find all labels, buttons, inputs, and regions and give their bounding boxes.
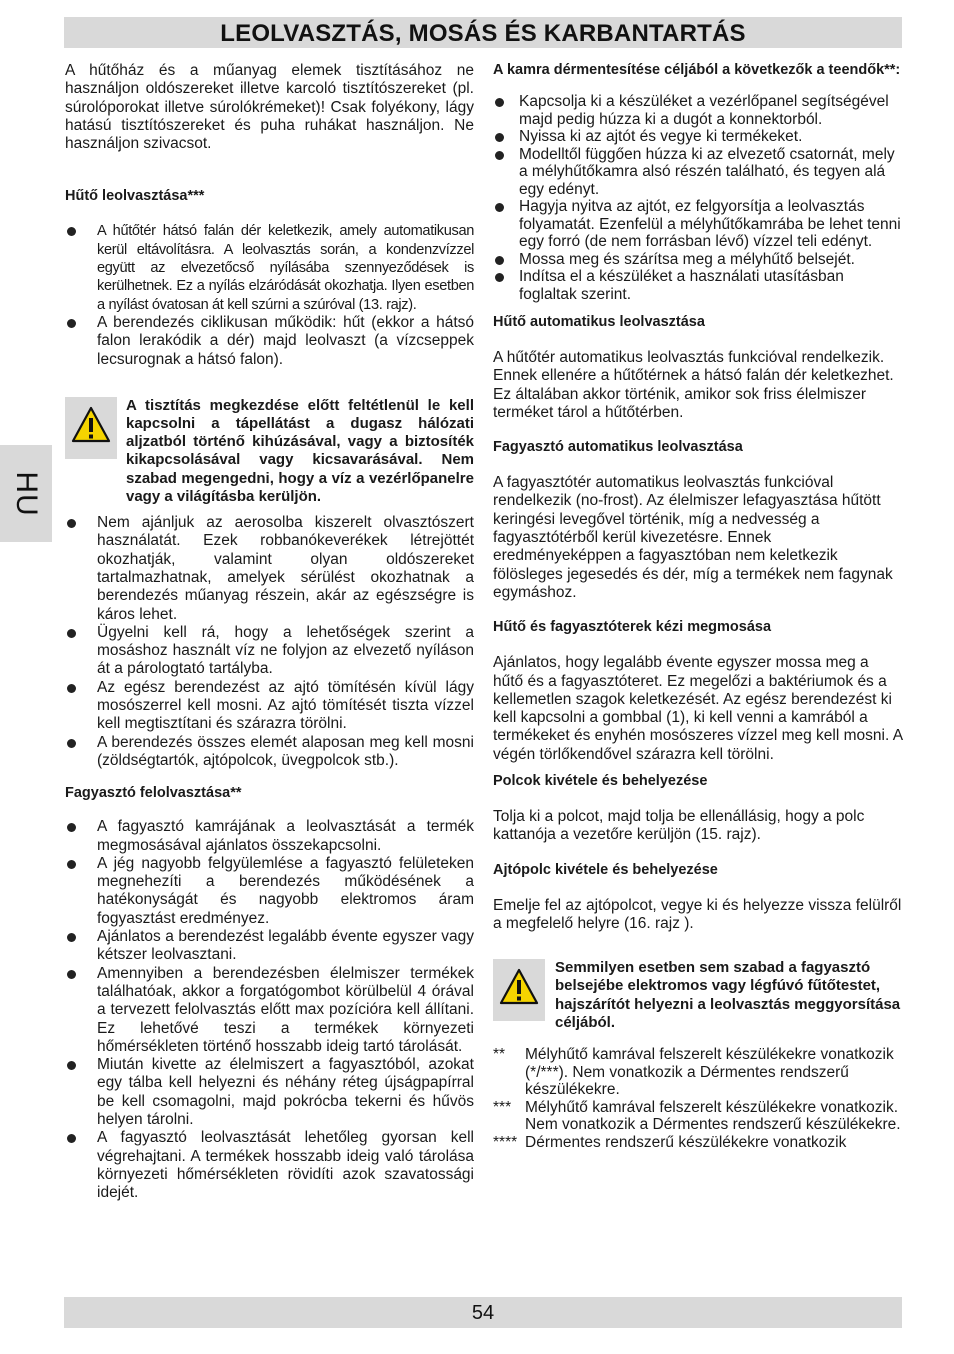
fridge-auto-defrost-text: A hűtőtér automatikus leolvasztás funkcióval rendelkezik. Ennek ellenére a hűtőtérnek a hátsó falán dér keletkezhet. Ez általában akkor történik, amikor sok friss élelmiszer terméket tárol a hűtőtérben.: [493, 349, 894, 421]
bullet-dot-icon: [495, 133, 504, 142]
cleaning-list: [65, 514, 474, 770]
list-item: Nem ajánljuk az aerosolba kiszerelt olvasztószert használatát. Ezek robbanókeverékek létrejöttét okozhatják, valamint olyan oldószereket tartalmazhatnak, amelyek sérülést okozhatnak a berendezés műanyag részein, akár az egészségre is káros lehet.: [65, 514, 474, 624]
list-item: Indítsa el a készüléket a használati utasításban foglaltak szerint.: [493, 268, 903, 303]
bullet-dot-icon: [495, 98, 504, 107]
door-shelf-text: Emelje fel az ajtópolcot, vegye ki és helyezze vissza felülről a megfelelő helyre (16. rajz ).: [493, 896, 902, 932]
fridge-auto-defrost-heading: Hűtő automatikus leolvasztása: [493, 314, 705, 330]
door-shelf-heading: Ajtópolc kivétele és behelyezése: [493, 861, 718, 878]
warning-icon-box: [65, 397, 117, 459]
footnote-marker: ***: [493, 1098, 512, 1116]
list-item: Kapcsolja ki a készüléket a vezérlőpanel segítségével majd pedig húzza ki a dugót a konnektorból.: [493, 93, 903, 128]
warning-block: [65, 397, 474, 506]
bullet-dot-icon: [67, 1061, 76, 1070]
freezer-defrost-list: [65, 818, 474, 1202]
footnote: **** Dérmentes rendszerű készülékekre vonatkozik: [493, 1133, 847, 1151]
right-column: [493, 62, 903, 1151]
footnote-marker: ****: [493, 1133, 518, 1151]
footer-bar: [64, 1297, 902, 1328]
footnote: *** Mélyhűtő kamrával felszerelt készülékekre vonatkozik. Nem vonatkozik a Dérmentes rendszerű készülékekre.: [493, 1098, 901, 1134]
list-item: A hűtőtér hátsó falán dér keletkezik, amely automatikusan kerül eltávolításra. A leolvasztás során, a kondenzvízzel együtt az elvezetőcső nyílásába szennyeződések is kerülhetnek. Ez a nyílás elzáródását okozhatja. Ilyen esetben a nyílást óvatosan át kell szúrni a szúróval (13. rajz).: [65, 222, 474, 313]
freezer-auto-defrost-heading: Fagyasztó automatikus leolvasztása: [493, 439, 743, 456]
fridge-defrost-list: [65, 222, 474, 368]
list-item: Ajánlatos a berendezést legalább évente egyszer vagy kétszer leolvasztani.: [65, 928, 474, 965]
header-bar: [64, 17, 902, 48]
list-item: Amennyiben a berendezésben élelmiszer termékek találhatóak, akkor a forgatógombot körülbelül 4 órával a tervezett felolvasztás előtt max pozícióra kell állítani. Ez lehetővé teszi a termékek környezeti hőmérsékleten történő hosszabb ideig tartó tárolását.: [65, 965, 474, 1056]
freezer-defrost-heading: Fagyasztó felolvasztása**: [65, 785, 242, 802]
warning-text: A tisztítás megkezdése előtt feltétlenül le kell kapcsolni a tápellátást a dugasz hálózati aljzatból történő kihúzásával, vagy a biztosíték kikapcsolásával vagy kicsavarásával. Nem szabad megengedni, hogy a víz a vezérlőpanelre vagy a világításba kerüljön.: [126, 396, 474, 505]
bullet-dot-icon: [67, 860, 76, 869]
list-item: Hagyja nyitva az ajtót, ez felgyorsítja a leolvasztás folyamatát. Ezenfelül a mélyhűtőkamrába be lehet tenni egy forró (de nem forrásban lévő) vízzel teli edényt.: [493, 198, 903, 251]
list-item: A berendezés összes elemét alaposan meg kell mosni (zöldségtartók, ajtópolcok, üvegpolcok stb.).: [65, 734, 474, 771]
bullet-dot-icon: [495, 203, 504, 212]
bullet-dot-icon: [67, 1134, 76, 1143]
list-item: Mossa meg és szárítsa meg a mélyhűtő belsejét.: [493, 251, 903, 269]
list-item: Modelltől függően húzza ki az elvezető csatornát, mely a mélyhűtőkamra alsó részén található, és tegyen alá egy edényt.: [493, 146, 903, 199]
footnotes: [493, 1046, 903, 1151]
footnote: ** Mélyhűtő kamrával felszerelt készülékekre vonatkozik (*/***). Nem vonatkozik a Dérmentes rendszerű készülékekre.: [493, 1046, 894, 1099]
shelf-heading: Polcok kivétele és behelyezése: [493, 773, 708, 790]
nofrost-heading: A kamra dérmentesítése céljából a következők a teendők**:: [493, 62, 901, 78]
warning-triangle-icon: [499, 968, 539, 1006]
bullet-dot-icon: [67, 319, 76, 328]
list-item: Az egész berendezést az ajtó tömítésén kívül lágy mosószerrel kell mosni. Az ajtó tömítését tiszta vízzel kell megtisztítani és szárazra törölni.: [65, 679, 474, 734]
bullet-dot-icon: [495, 256, 504, 265]
language-tab: [0, 445, 52, 542]
footnote-marker: **: [493, 1046, 506, 1064]
manual-wash-heading: Hűtő és fagyasztóterek kézi megmosása: [493, 619, 772, 636]
list-item: A jég nagyobb felgyülemlése a fagyasztó felületeken megnehezíti a berendezés működésének a hatékonyságát és nagyobb elektromos áram fogyasztást eredményez.: [65, 855, 474, 928]
bullet-dot-icon: [67, 970, 76, 979]
manual-wash-text: Ajánlatos, hogy legalább évente egyszer mossa meg a hűtő és a fagyasztóteret. Ez megelőzi a baktériumok és a kellemetlen szagok keletkezését. Az egész berendezést ki kell kapcsolni a gombbal (1), ki kell venni a kamrából a termékeket és enyhén mosószeres vízzel meg kell mosni. A végén törlőkendővel szárazra kell törölni.: [493, 654, 903, 763]
nofrost-list: [493, 93, 903, 303]
fridge-defrost-heading: Hűtő leolvasztása***: [65, 188, 205, 205]
bullet-dot-icon: [67, 629, 76, 638]
warning-triangle-icon: [71, 406, 111, 444]
list-item: A berendezés ciklikusan működik: hűt (ekkor a hátsó falon lerakódik a dér) majd leolvaszt (a vízcseppek lecsurognak a hátsó falon).: [65, 314, 474, 369]
bullet-dot-icon: [67, 823, 76, 832]
bullet-dot-icon: [495, 151, 504, 160]
warning-text: Semmilyen esetben sem szabad a fagyasztó belsejébe elektromos vagy légfúvó fűtőtestet, hajszárítót helyezni a leolvasztás meggyorsítása céljából.: [555, 959, 901, 1031]
page-number: 54: [471, 1302, 495, 1324]
list-item: Miután kivette az élelmiszert a fagyasztóból, azokat egy tálba kell helyezni és néhány réteg újságpapírral be kell csomagolni, majd pokrócba tekerni és hűvös helyen tárolni.: [65, 1056, 474, 1129]
list-item: Nyissa ki az ajtót és vegye ki termékeket.: [493, 128, 903, 146]
language-label: HU: [10, 470, 43, 517]
bullet-dot-icon: [67, 519, 76, 528]
bullet-dot-icon: [495, 273, 504, 282]
list-item: A fagyasztó leolvasztását lehetőleg gyorsan kell végrehajtani. A termékek hosszabb ideig való tárolása környezeti hőmérsékleten rövidíti azok szavatossági idejét.: [65, 1129, 474, 1202]
warning-block: [493, 959, 903, 1032]
bullet-dot-icon: [67, 933, 76, 942]
bullet-dot-icon: [67, 684, 76, 693]
left-column: [65, 62, 474, 1202]
list-item: A fagyasztó kamrájának a leolvasztását a termék megmosásával ajánlatos összekapcsolni.: [65, 818, 474, 855]
page-title: LEOLVASZTÁS, MOSÁS ÉS KARBANTARTÁS: [220, 20, 746, 47]
bullet-dot-icon: [67, 227, 76, 236]
intro-paragraph: A hűtőház és a műanyag elemek tisztításához ne használjon oldószereket illetve karcoló tisztítószereket (pl. súrolóporokat illetve súrolókrémeket)! Csak folyékony, lágy hatású tisztítószereket és puha ruhákat használjon. Ne használjon szivacsot.: [65, 62, 474, 153]
list-item: Ügyelni kell rá, hogy a lehetőségek szerint a mosáshoz használt víz ne folyjon az elvezető nyíláson át a párologtató tartályba.: [65, 624, 474, 679]
freezer-auto-defrost-text: A fagyasztótér automatikus leolvasztás funkcióval rendelkezik (no-frost). Az élelmiszer lefagyasztása hűtött keringési levegővel történik, míg a nedvesség a fagyasztótérből kerül kivezetésre. Ennek eredményeképpen a fagyasztóban nem keletkezik fölösleges jegesedés és dér, míg a termékek nem fagynak egymáshoz.: [493, 474, 893, 601]
bullet-dot-icon: [67, 739, 76, 748]
shelf-text: Tolja ki a polcot, majd tolja be ellenállásig, hogy a polc kattanója a vezetőre kerüljön (15. rajz).: [493, 808, 865, 844]
warning-icon-box: [493, 959, 545, 1021]
